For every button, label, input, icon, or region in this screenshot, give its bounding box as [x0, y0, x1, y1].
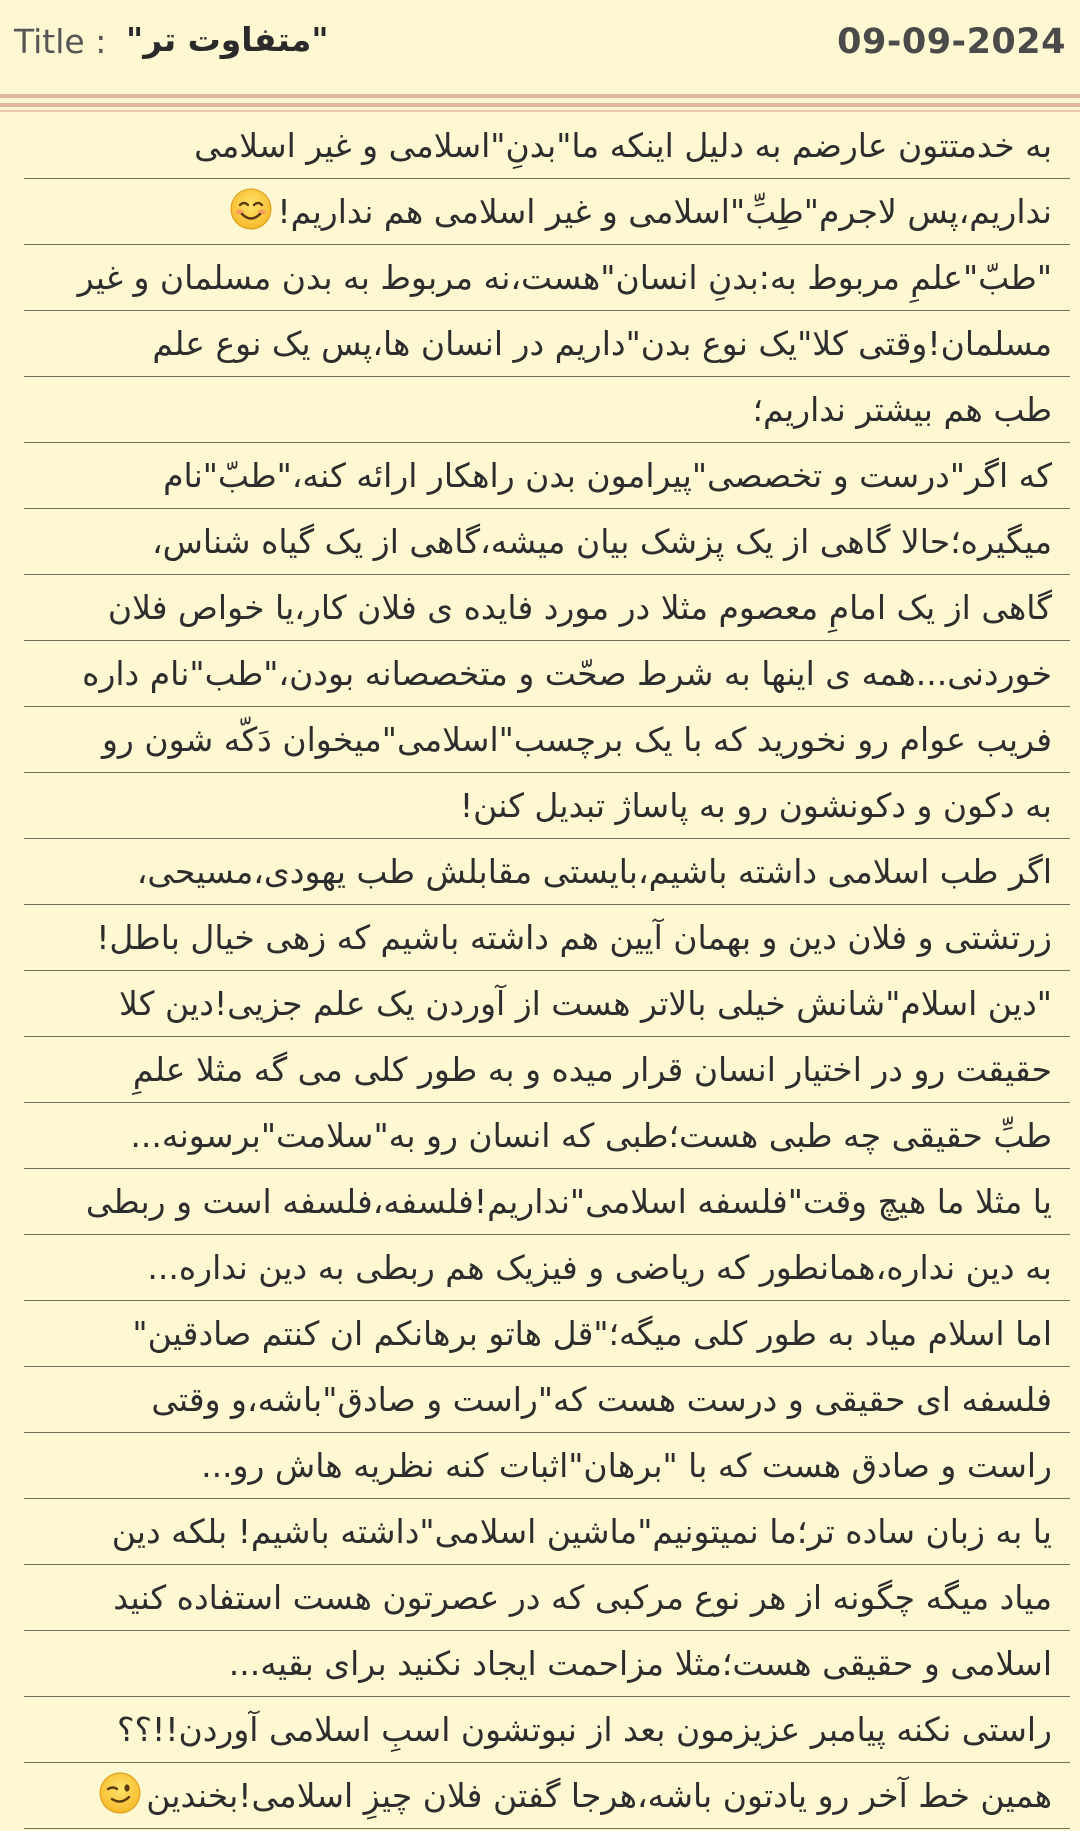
- note-line: [24, 1301, 1070, 1367]
- line-text: میاد میگه چگونه از هر نوع مرکبی که در عصرتون هست استفاده کنید: [113, 1578, 1052, 1617]
- note-line: [24, 1631, 1070, 1697]
- line-text: حقیقت رو در اختیار انسان قرار میده و به طور کلی می گه مثلا علمِ: [132, 1050, 1052, 1089]
- note-line: [24, 1433, 1070, 1499]
- line-text: گاهی از یک امامِ معصوم مثلا در مورد فایده ی فلان کار،یا خواص فلان: [107, 588, 1052, 627]
- line-text: طبِّ حقیقی چه طبی هست؛طبی که انسان رو به"سلامت"برسونه...: [130, 1116, 1052, 1155]
- line-text: همین خط آخر رو یادتون باشه،هرجا گفتن فلان چیزِ اسلامی!بخندین: [146, 1776, 1052, 1815]
- title-label: Title :: [14, 22, 107, 61]
- note-date: 09-09-2024: [837, 22, 1066, 62]
- line-text: خوردنی...همه ی اینها به شرط صحّت و متخصصانه بودن،"طب"نام داره: [82, 654, 1052, 693]
- line-text: "دین اسلام"شانش خیلی بالاتر هست از آوردن یک علم جزیی!دین کلا: [119, 984, 1052, 1023]
- line-text: که اگر"درست و تخصصی"پیرامون بدن راهکار ارائه کنه،"طبّ"نام: [163, 456, 1052, 495]
- note-line: [24, 1499, 1070, 1565]
- note-line: [24, 1565, 1070, 1631]
- line-text: فریب عوام رو نخورید که با یک برچسب"اسلامی"میخوان دَکّه شون رو: [102, 720, 1052, 759]
- line-text: راست و صادق هست که با "برهان"اثبات کنه نظریه هاش رو...: [201, 1446, 1052, 1485]
- note-header: [0, 0, 1080, 92]
- line-text: "طبّ"علمِ مربوط به:بدنِ انسان"هست،نه مربوط به بدن مسلمان و غیر: [77, 258, 1052, 297]
- line-text: اما اسلام میاد به طور کلی میگه؛"قل هاتو برهانکم ان کنتم صادقین": [132, 1314, 1052, 1353]
- line-text: مسلمان!وقتی کلا"یک نوع بدن"داریم در انسان ها،پس یک نوع علم: [152, 324, 1052, 363]
- line-text: راستی نکنه پیامبر عزیزمون بعد از نبوتشون اسبِ اسلامی آوردن!!؟؟: [117, 1710, 1052, 1749]
- winking-face-emoji-icon: [98, 1771, 142, 1815]
- line-text: اگر طب اسلامی داشته باشیم،بایستی مقابلش طب یهودی،مسیحی،: [136, 852, 1052, 891]
- line-text: نداریم،پس لاجرم"طِبِّ"اسلامی و غیر اسلامی هم نداریم!: [277, 192, 1052, 231]
- note-line: [24, 509, 1070, 575]
- note-title[interactable]: "متفاوت تر": [126, 20, 329, 59]
- note-line: [24, 311, 1070, 377]
- note-line: [24, 377, 1070, 443]
- line-text: اسلامی و حقیقی هست؛مثلا مزاحمت ایجاد نکنید برای بقیه...: [228, 1644, 1052, 1683]
- line-text: طب هم بیشتر نداریم؛: [752, 390, 1052, 429]
- header-divider-3: [0, 110, 1080, 112]
- header-divider-1: [0, 94, 1080, 98]
- line-text: فلسفه ای حقیقی و درست هست که"راست و صادق"باشه،و وقتی: [151, 1380, 1052, 1419]
- note-line: [24, 1235, 1070, 1301]
- line-text: یا مثلا ما هیچ وقت"فلسفه اسلامی"نداریم!فلسفه،فلسفه است و ربطی: [85, 1182, 1052, 1221]
- note-line: [24, 1169, 1070, 1235]
- line-text: میگیره؛حالا گاهی از یک پزشک بیان میشه،گاهی از یک گیاه شناس،: [151, 522, 1052, 561]
- note-line: [24, 443, 1070, 509]
- smiling-face-emoji-icon: [229, 187, 273, 231]
- note-line: [24, 1697, 1070, 1763]
- note-line: [24, 971, 1070, 1037]
- note-line: [24, 575, 1070, 641]
- note-line: [24, 1367, 1070, 1433]
- note-line: [24, 1037, 1070, 1103]
- header-divider-2: [0, 103, 1080, 107]
- line-text: یا به زبان ساده تر؛ما نمیتونیم"ماشین اسلامی"داشته باشیم! بلکه دین: [111, 1512, 1052, 1551]
- note-line: [24, 245, 1070, 311]
- line-text: به خدمتتون عارضم به دلیل اینکه ما"بدنِ"اسلامی و غیر اسلامی: [194, 126, 1052, 165]
- note-line: [24, 641, 1070, 707]
- note-line: [24, 1103, 1070, 1169]
- note-line: [24, 905, 1070, 971]
- note-line: [24, 179, 1070, 245]
- line-text: به دین نداره،همانطور که ریاضی و فیزیک هم ربطی به دین نداره...: [147, 1248, 1052, 1287]
- note-line: [24, 773, 1070, 839]
- note-line: [24, 1763, 1070, 1829]
- note-line: [24, 839, 1070, 905]
- note-line: [24, 113, 1070, 179]
- line-text: زرتشتی و فلان دین و بهمان آیین هم داشته باشیم که زهی خیال باطل!: [96, 918, 1052, 957]
- note-line: [24, 707, 1070, 773]
- line-text: به دکون و دکونشون رو به پاساژ تبدیل کنن!: [459, 786, 1052, 825]
